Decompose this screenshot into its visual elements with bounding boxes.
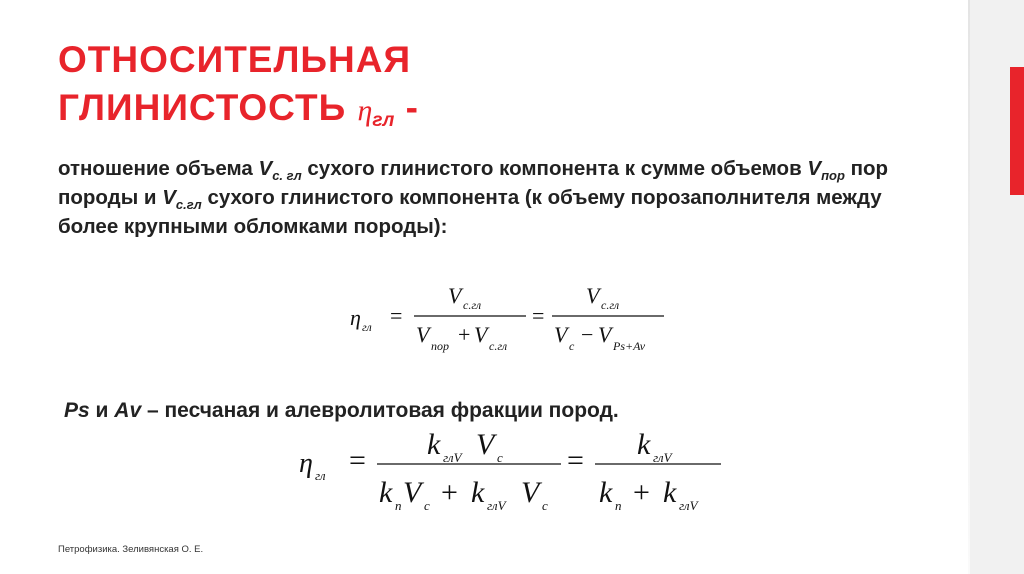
- title-eta-subscript: гл: [372, 110, 395, 131]
- f1-eta-sub: гл: [362, 320, 372, 334]
- f1-den1-a-sub: пор: [431, 339, 449, 353]
- f1-eq-1: =: [390, 303, 403, 328]
- f2-den2-kn: k: [599, 476, 613, 509]
- note-and: и: [89, 399, 115, 422]
- f2-num1-k: k: [427, 428, 441, 461]
- f2-eta-sub: гл: [315, 468, 326, 483]
- f1-den2-b: V: [598, 322, 612, 347]
- footer-credit: Петрофизика. Зеливянская О. Е.: [58, 544, 204, 555]
- f2-num1-k-sub: глV: [443, 450, 462, 465]
- var-v-pore: V: [807, 157, 822, 180]
- title-eta-symbol: η: [357, 94, 373, 127]
- f1-den2-a: V: [554, 322, 568, 347]
- f1-num1: V: [448, 283, 462, 308]
- definition-text-3: пор породы и: [58, 157, 889, 209]
- f2-den2-kn-sub: п: [615, 498, 622, 513]
- f1-den2-b-sub: Ps+Av: [613, 339, 646, 353]
- f2-den1-k-sub: глV: [487, 498, 506, 513]
- f1-den2-a-sub: с: [569, 339, 575, 353]
- f2-num1-v: V: [476, 428, 495, 461]
- f1-eq-2: =: [532, 303, 545, 328]
- f2-den1-plus: +: [441, 476, 458, 509]
- f2-den1-k: k: [471, 476, 485, 509]
- f2-eq-2: =: [567, 444, 584, 477]
- definition-text-1: отношение объема: [58, 157, 259, 180]
- title-line-1: ОТНОСИТЕЛЬНАЯ: [58, 39, 412, 80]
- f2-den2-k: k: [663, 476, 677, 509]
- formula-clay-content-volume: [346, 278, 686, 368]
- note-ps: Ps: [64, 399, 90, 422]
- f1-den1-b-sub: с.гл: [489, 339, 508, 353]
- title-line-2: ГЛИНИСТОСТЬ: [58, 87, 347, 128]
- f1-den2-op: −: [581, 322, 594, 347]
- f1-den1-op: +: [458, 322, 471, 347]
- f2-den1-v2: V: [521, 476, 540, 509]
- var-v-pore-sub: пор: [821, 168, 845, 183]
- f2-den2-k-sub: глV: [679, 498, 698, 513]
- note-av: Av: [114, 399, 142, 422]
- accent-bar: [1010, 67, 1024, 195]
- f1-den1-b: V: [474, 322, 488, 347]
- f1-eta: η: [350, 305, 361, 330]
- f2-den1-v: V: [403, 476, 422, 509]
- f2-eta: η: [299, 448, 313, 479]
- definition-paragraph: [58, 154, 938, 241]
- f2-den1-v-sub: с: [424, 498, 430, 513]
- f2-den1-v2-sub: с: [542, 498, 548, 513]
- title-dash: -: [405, 87, 419, 128]
- f2-num2-k-sub: глV: [653, 450, 672, 465]
- f2-den2-plus: +: [633, 476, 650, 509]
- f1-den1-a: V: [416, 322, 430, 347]
- f1-num2: V: [586, 283, 600, 308]
- f2-num2-k: k: [637, 428, 651, 461]
- f2-num1-v-sub: с: [497, 450, 503, 465]
- var-v-clay-2: V: [162, 186, 176, 209]
- f1-num2-sub: с.гл: [601, 298, 620, 312]
- var-v-clay: V: [258, 157, 273, 180]
- var-v-clay-2-sub: с.гл: [175, 197, 202, 212]
- formula-clay-content-coefficients: [293, 420, 733, 520]
- definition-text-4: сухого глинистого компонента (к объему порозаполнителя между более крупными обломками породы):: [58, 186, 882, 238]
- slide-title: [58, 36, 419, 145]
- definition-text-2: сухого глинистого компонента к сумме объемов: [301, 157, 808, 180]
- f1-num1-sub: с.гл: [463, 298, 482, 312]
- f2-eq-1: =: [349, 444, 366, 477]
- note-text: – песчаная и алевролитовая фракции пород.: [141, 399, 619, 422]
- f2-den1-kn-sub: п: [395, 498, 402, 513]
- f2-den1-kn: k: [379, 476, 393, 509]
- var-v-clay-sub: с. гл: [272, 168, 302, 183]
